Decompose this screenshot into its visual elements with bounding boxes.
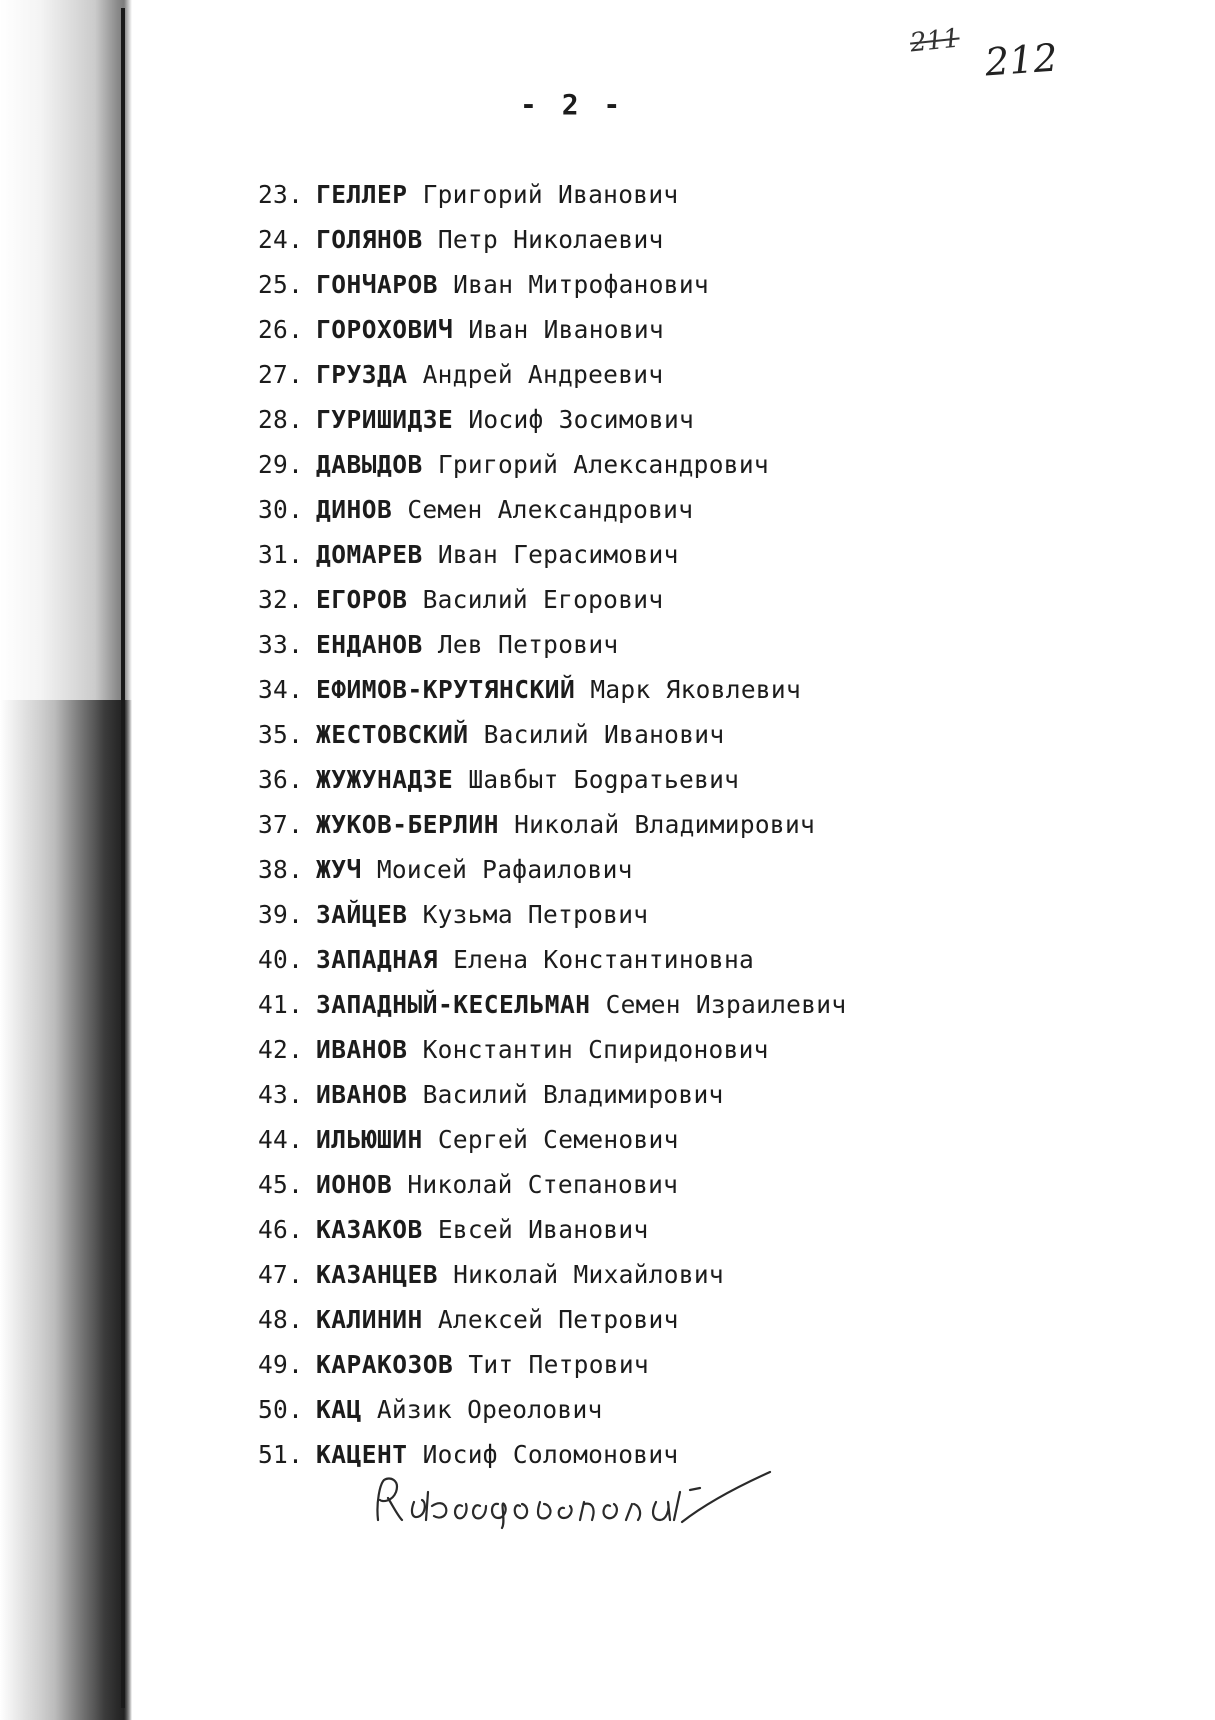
list-item (258, 1342, 846, 1387)
entry-number: 45. (258, 1170, 304, 1199)
entry-given-names: Семен Александрович (407, 495, 694, 524)
entry-number: 34. (258, 675, 304, 704)
entry-given-names: Василий Владимирович (422, 1080, 724, 1109)
entry-number: 36. (258, 765, 304, 794)
entry-surname: КАЦ (316, 1395, 362, 1424)
entry-surname: КАРАКОЗОВ (316, 1350, 454, 1379)
entry-surname: ЕФИМОВ-КРУТЯНСКИЙ (316, 675, 576, 704)
list-item (258, 577, 846, 622)
entry-surname: ЖУЖУНАДЗЕ (316, 765, 454, 794)
entry-given-names: Алексей Петрович (437, 1305, 679, 1334)
entry-number: 42. (258, 1035, 304, 1064)
entry-given-names: Иосиф Соломонович (422, 1440, 679, 1469)
list-item (258, 757, 846, 802)
entry-number: 40. (258, 945, 304, 974)
list-item (258, 847, 846, 892)
archive-sheet-number-struck: 211 (908, 23, 962, 59)
entry-surname: ЖУКОВ-БЕРЛИН (316, 810, 500, 839)
entry-surname: ДИНОВ (316, 495, 393, 524)
list-item (258, 307, 846, 352)
entry-given-names: Григорий Александрович (437, 450, 769, 479)
entry-number: 33. (258, 630, 304, 659)
entry-number: 31. (258, 540, 304, 569)
entry-number: 51. (258, 1440, 304, 1469)
entry-surname: ЖУЧ (316, 855, 362, 884)
entry-number: 24. (258, 225, 304, 254)
list-item (258, 1207, 846, 1252)
list-item (258, 172, 846, 217)
list-item (258, 1252, 846, 1297)
entry-number: 32. (258, 585, 304, 614)
list-item (258, 1072, 846, 1117)
entry-surname: ЗАЙЦЕВ (316, 900, 408, 929)
entry-given-names: Иван Герасимович (437, 540, 679, 569)
entry-given-names: Иван Митрофанович (453, 270, 709, 299)
list-item (258, 892, 846, 937)
entry-surname: ЗАПАДНЫЙ-КЕСЕЛЬМАН (316, 990, 591, 1019)
entry-surname: ГЕЛЛЕР (316, 180, 408, 209)
entry-number: 44. (258, 1125, 304, 1154)
entry-given-names: Тит Петрович (468, 1350, 649, 1379)
entry-given-names: Айзик Ореолович (376, 1395, 603, 1424)
entry-given-names: Николай Степанович (407, 1170, 679, 1199)
entry-given-names: Моисей Рафаилович (376, 855, 633, 884)
list-item (258, 667, 846, 712)
list-item (258, 1387, 846, 1432)
entry-surname: ДАВЫДОВ (316, 450, 423, 479)
entry-surname: ГУРИШИДЗЕ (316, 405, 454, 434)
list-item (258, 1297, 846, 1342)
list-item (258, 487, 846, 532)
list-item (258, 937, 846, 982)
list-item (258, 1117, 846, 1162)
entry-number: 48. (258, 1305, 304, 1334)
list-item (258, 352, 846, 397)
list-item (258, 982, 846, 1027)
entry-given-names: Елена Константиновна (453, 945, 755, 974)
list-item (258, 442, 846, 487)
entry-surname: ЕГОРОВ (316, 585, 408, 614)
entry-surname: КАЦЕНТ (316, 1440, 408, 1469)
list-item (258, 712, 846, 757)
entry-given-names: Кузьма Петрович (422, 900, 649, 929)
entry-given-names: Сергей Семенович (437, 1125, 679, 1154)
name-list (258, 172, 846, 1477)
entry-number: 41. (258, 990, 304, 1019)
entry-surname: ЗАПАДНАЯ (316, 945, 439, 974)
entry-number: 39. (258, 900, 304, 929)
entry-number: 25. (258, 270, 304, 299)
entry-surname: КАЛИНИН (316, 1305, 423, 1334)
entry-given-names: Семен Израилевич (605, 990, 847, 1019)
entry-number: 50. (258, 1395, 304, 1424)
entry-number: 28. (258, 405, 304, 434)
list-item (258, 217, 846, 262)
entry-given-names: Шавбыт Бogратьевич (468, 765, 740, 794)
list-item (258, 622, 846, 667)
entry-given-names: Василий Иванович (483, 720, 725, 749)
entry-surname: ГОЛЯНОВ (316, 225, 423, 254)
list-item (258, 802, 846, 847)
entry-number: 38. (258, 855, 304, 884)
entry-number: 29. (258, 450, 304, 479)
entry-number: 27. (258, 360, 304, 389)
entry-surname: ЕНДАНОВ (316, 630, 423, 659)
page-number: - 2 - (520, 88, 625, 121)
entry-number: 49. (258, 1350, 304, 1379)
entry-given-names: Евсей Иванович (437, 1215, 649, 1244)
entry-given-names: Николай Михайлович (453, 1260, 724, 1289)
entry-number: 43. (258, 1080, 304, 1109)
entry-surname: ИОНОВ (316, 1170, 393, 1199)
binding-shadow-lower (0, 700, 150, 1720)
entry-number: 23. (258, 180, 304, 209)
list-item (258, 262, 846, 307)
entry-given-names: Петр Николаевич (437, 225, 664, 254)
entry-surname: ГРУЗДА (316, 360, 408, 389)
entry-surname: ГОРОХОВИЧ (316, 315, 454, 344)
entry-surname: КАЗАНЦЕВ (316, 1260, 439, 1289)
entry-number: 46. (258, 1215, 304, 1244)
list-item (258, 1027, 846, 1072)
entry-given-names: Лев Петрович (437, 630, 619, 659)
binding-edge (121, 8, 125, 1708)
entry-surname: КАЗАКОВ (316, 1215, 423, 1244)
entry-number: 26. (258, 315, 304, 344)
handwritten-resolution (370, 1462, 810, 1532)
entry-given-names: Иван Иванович (468, 315, 664, 344)
entry-given-names: Иосиф Зосимович (468, 405, 695, 434)
entry-surname: ДОМАРЕВ (316, 540, 423, 569)
entry-given-names: Марк Яковлевич (590, 675, 802, 704)
list-item (258, 397, 846, 442)
entry-given-names: Григорий Иванович (422, 180, 679, 209)
entry-surname: ЖЕСТОВСКИЙ (316, 720, 469, 749)
list-item (258, 1162, 846, 1207)
entry-number: 35. (258, 720, 304, 749)
entry-surname: ИВАНОВ (316, 1035, 408, 1064)
entry-number: 37. (258, 810, 304, 839)
entry-given-names: Константин Спиридонович (422, 1035, 769, 1064)
entry-given-names: Николай Владимирович (514, 810, 816, 839)
entry-number: 30. (258, 495, 304, 524)
entry-surname: ИВАНОВ (316, 1080, 408, 1109)
entry-given-names: Андрей Андреевич (422, 360, 664, 389)
entry-surname: ГОНЧАРОВ (316, 270, 439, 299)
entry-number: 47. (258, 1260, 304, 1289)
entry-surname: ИЛЬЮШИН (316, 1125, 423, 1154)
archive-sheet-number: 212 (983, 35, 1059, 85)
list-item (258, 532, 846, 577)
entry-given-names: Василий Егорович (422, 585, 664, 614)
